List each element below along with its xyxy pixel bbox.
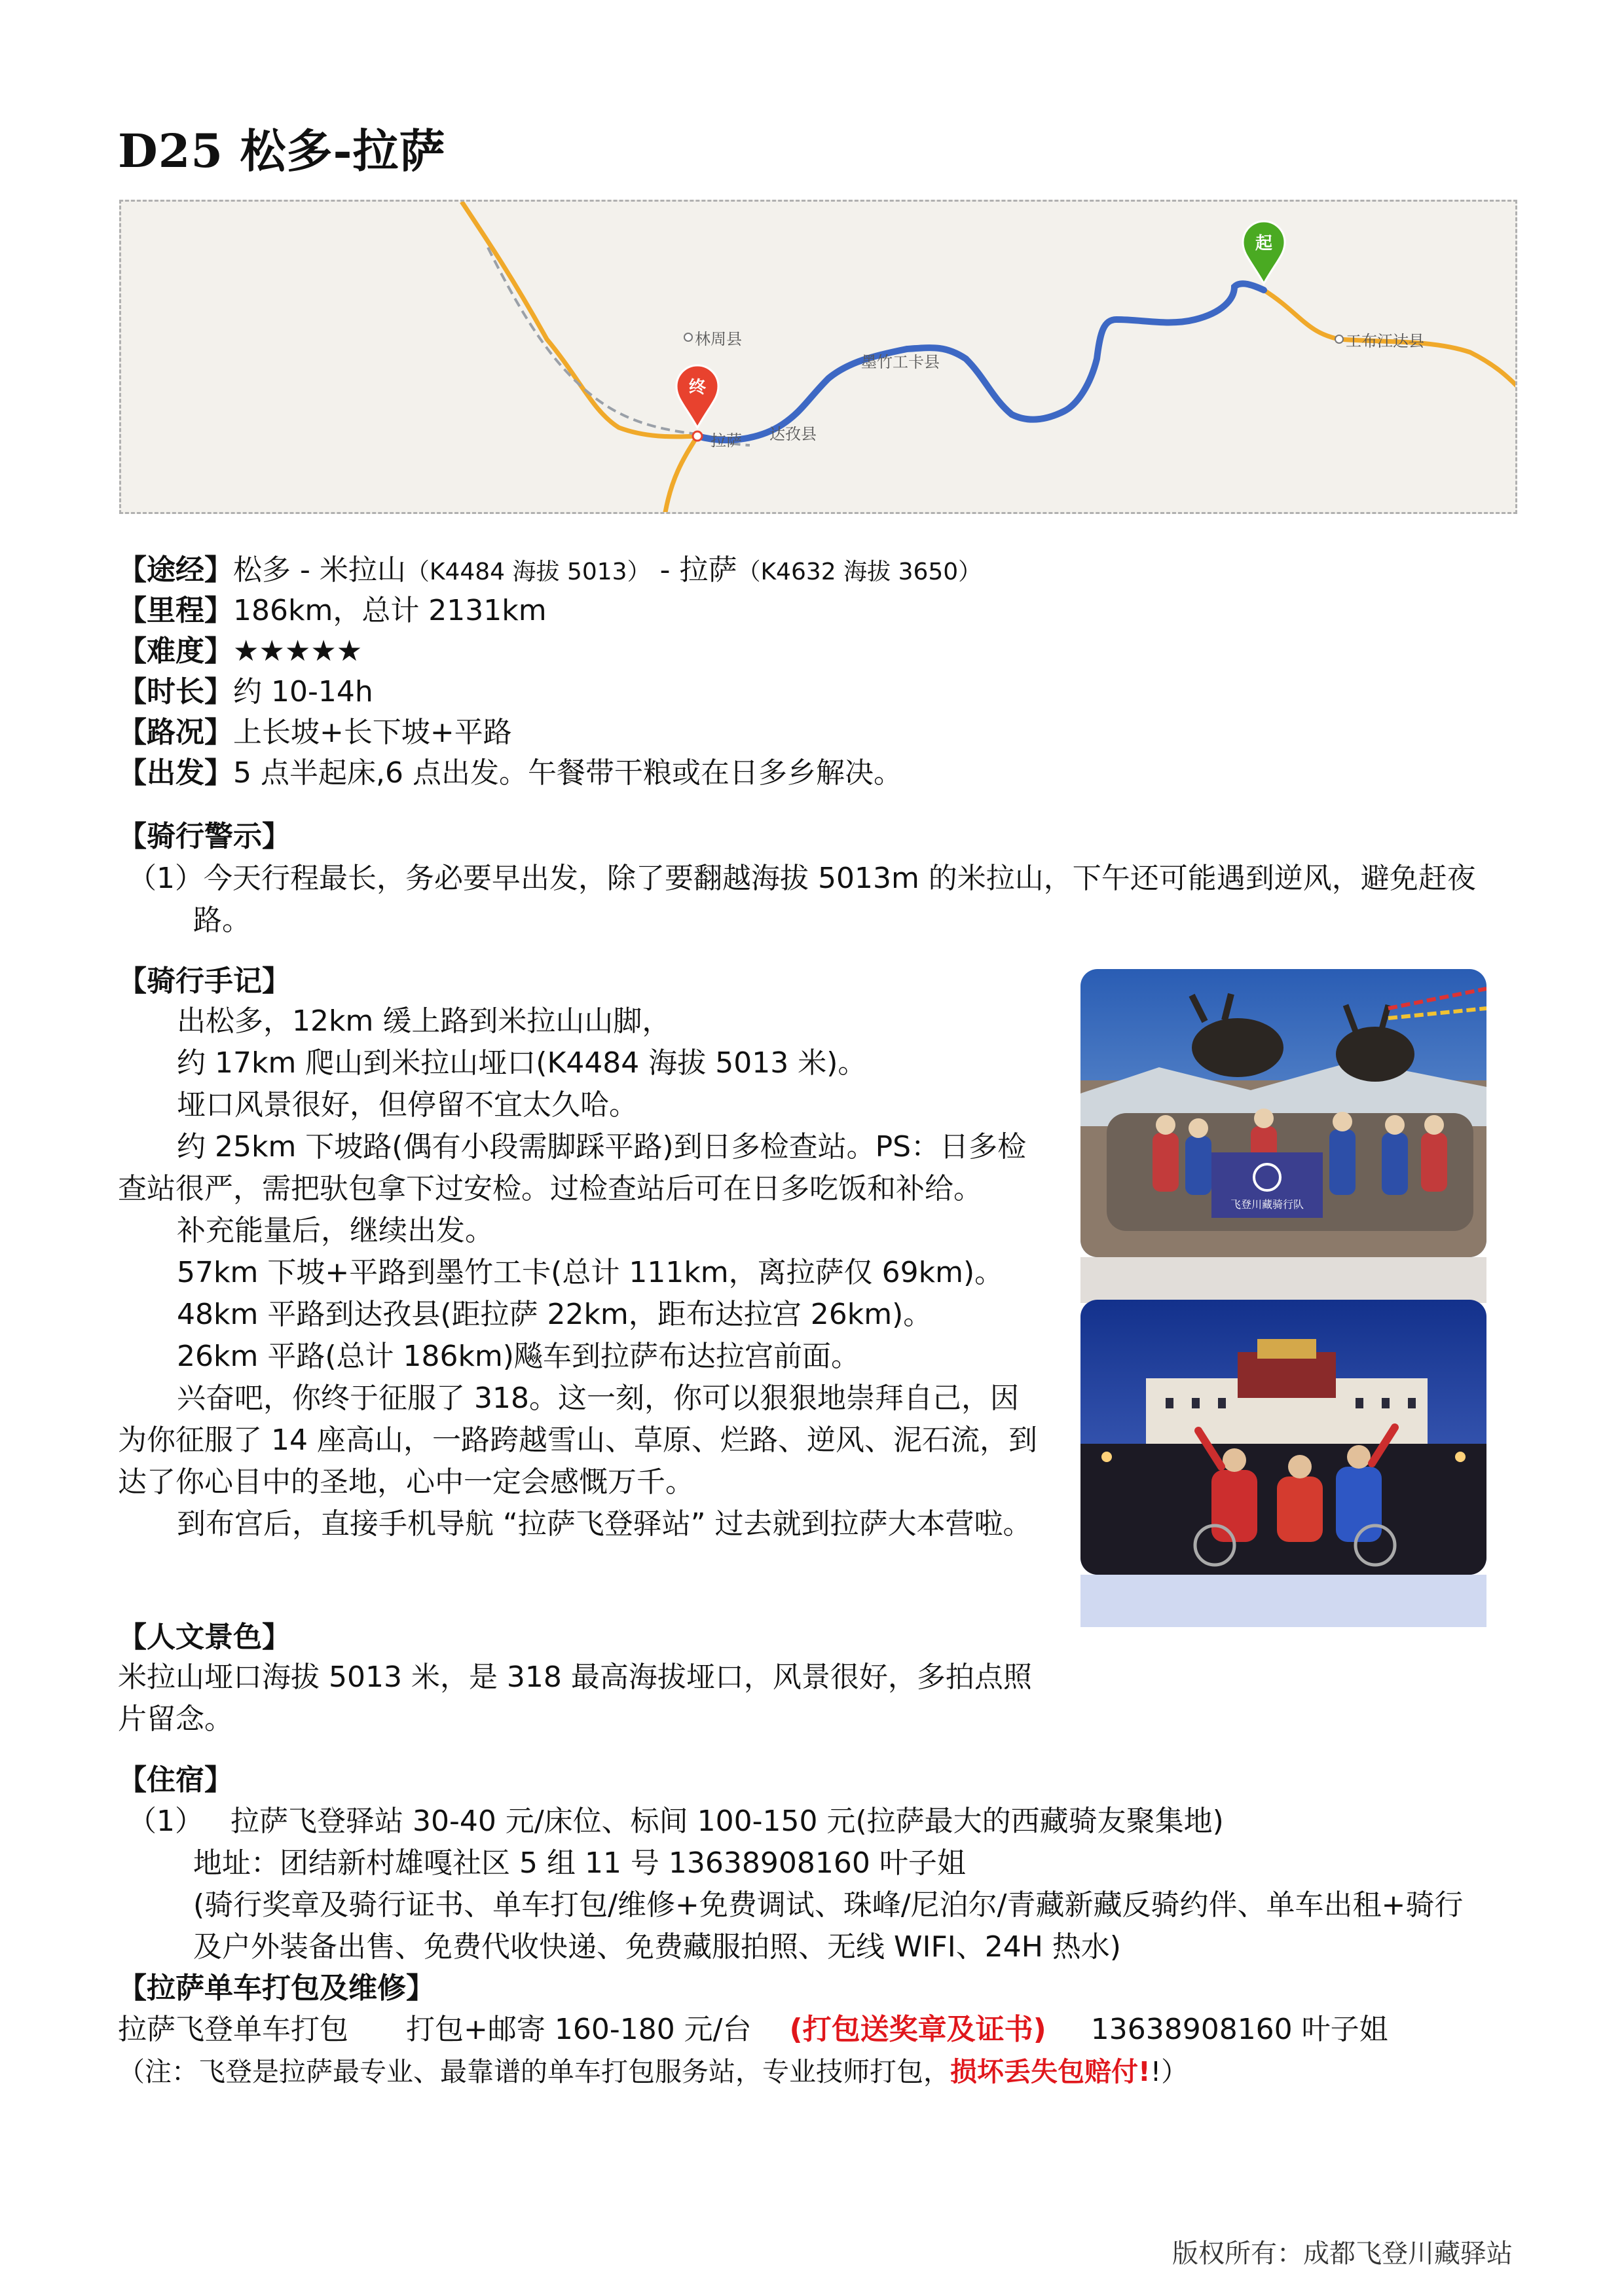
distance-value: 186km，总计 2131km — [233, 594, 547, 627]
warning-item-1-cont: 路。 — [193, 904, 251, 937]
notes-p7: 48km 平路到达孜县(距拉萨 22km，距布达拉宫 26km)。 — [177, 1298, 932, 1331]
info-depart — [118, 753, 902, 794]
notes-p4b: 查站很严，需把驮包拿下过安检。过检查站后可在日多吃饭和补给。 — [118, 1172, 982, 1205]
notes-p5: 补充能量后，继续出发。 — [177, 1214, 494, 1247]
route-a: 松多 - 米拉山 — [233, 553, 406, 587]
notes-p1: 出松多，12km 缓上路到米拉山山脚， — [177, 1004, 671, 1038]
culture-line-2: 片留念。 — [118, 1702, 233, 1736]
lodging-line-1: 拉萨飞登驿站 30-40 元/床位、标间 100-150 元(拉萨最大的西藏骑友聚集地) — [231, 1805, 1224, 1838]
notes-p9b: 为你征服了 14 座高山，一路跨越雪山、草原、烂路、逆风、泥石流，到 — [118, 1423, 1037, 1457]
notes-p6: 57km 下坡+平路到墨竹工卡(总计 111km，离拉萨仅 69km)。 — [177, 1256, 1004, 1289]
notes-p4a: 约 25km 下坡路(偶有小段需脚踩平路)到日多检查站。PS：日多检 — [177, 1130, 1027, 1164]
lodging-line-4: 及户外装备出售、免费代收快递、免费藏服拍照、无线 WIFI、24H 热水) — [193, 1930, 1121, 1964]
bike-service-name: 拉萨飞登单车打包 — [118, 2013, 348, 2046]
difficulty-stars: ★★★★★ — [233, 634, 363, 668]
culture-heading: 【人文景色】 — [118, 1621, 291, 1654]
bike-service-contact: 13638908160 叶子姐 — [1090, 2013, 1388, 2046]
route-map-graphic — [121, 202, 1517, 514]
notes-p2: 约 17km 爬山到米拉山垭口(K4484 海拔 5013 米)。 — [177, 1046, 867, 1080]
route-c: - 拉萨 — [650, 553, 737, 587]
map-label-dazi: 达孜县 — [769, 425, 817, 443]
difficulty-key: 【难度】 — [118, 634, 233, 668]
bike-note-b: 损坏丢失包赔付! — [950, 2056, 1151, 2087]
page-title: D25 松多-拉萨 — [118, 124, 446, 178]
duration-key: 【时长】 — [118, 675, 233, 708]
photo-reflection-2 — [1080, 1575, 1486, 1627]
warning-heading: 【骑行警示】 — [118, 820, 291, 853]
notes-p8: 26km 平路(总计 186km)飚车到拉萨布达拉宫前面。 — [177, 1340, 860, 1373]
distance-key: 【里程】 — [118, 594, 233, 627]
route-b: （K4484 海拔 5013） — [405, 559, 651, 585]
start-pin-label: 起 — [1255, 234, 1273, 253]
bike-note — [118, 2051, 1188, 2093]
map-label-mozhugongka: 墨竹工卡县 — [861, 353, 940, 371]
map-label-linzhou: 林周县 — [695, 330, 742, 348]
warning-item-1: （1）今天行程最长，务必要早出发，除了要翻越海拔 5013m 的米拉山，下午还可能遇到逆风，避免赶夜 — [128, 862, 1476, 895]
town-dot-gongbujiangda — [1335, 335, 1343, 343]
photo-reflection-1 — [1080, 1257, 1486, 1303]
bike-note-a: （注：飞登是拉萨最专业、最靠谱的单车打包服务站，专业技师打包， — [118, 2056, 950, 2087]
depart-value: 5 点半起床,6 点出发。午餐带干粮或在日多乡解决。 — [233, 756, 902, 790]
route-map — [119, 200, 1517, 514]
map-label-gongbujiangda: 工布江达县 — [1346, 332, 1424, 350]
bike-service-price: 打包+邮寄 160-180 元/台 — [406, 2013, 752, 2046]
depart-key: 【出发】 — [118, 756, 233, 790]
bike-note-c: !） — [1150, 2056, 1189, 2087]
info-difficulty — [118, 631, 362, 672]
notes-p9c: 达了你心目中的圣地，心中一定会感慨万千。 — [118, 1465, 694, 1499]
lodging-line-3: (骑行奖章及骑行证书、单车打包/维修+免费调试、珠峰/尼泊尔/青藏新藏反骑约伴、单车出租+骑行 — [193, 1888, 1464, 1922]
info-road — [118, 712, 512, 753]
notes-p9a: 兴奋吧，你终于征服了 318。这一刻，你可以狠狠地崇拜自己，因 — [177, 1382, 1019, 1415]
notes-p10: 到布宫后，直接手机导航 “拉萨飞登驿站” 过去就到拉萨大本营啦。 — [177, 1507, 1032, 1541]
lodging-number: （1） — [128, 1805, 204, 1838]
town-dot-linzhou — [684, 333, 692, 341]
notes-heading: 【骑行手记】 — [118, 964, 291, 998]
info-route — [118, 550, 982, 593]
road-key: 【路况】 — [118, 716, 233, 749]
road-value: 上长坡+长下坡+平路 — [233, 716, 512, 749]
town-dot-lasa — [693, 431, 702, 441]
notes-p3: 垭口风景很好，但停留不宜太久哈。 — [177, 1088, 638, 1122]
bike-service-line — [118, 2009, 1388, 2051]
footer-copyright: 版权所有：成都飞登川藏驿站 — [1172, 2239, 1513, 2269]
route-key: 【途经】 — [118, 553, 233, 587]
bike-heading: 【拉萨单车打包及维修】 — [118, 1971, 435, 2005]
photo-banner-text: 飞登川藏骑行队 — [1230, 1198, 1304, 1211]
duration-value: 约 10-14h — [233, 675, 373, 708]
bike-service-promo: (打包送奖章及证书) — [789, 2013, 1046, 2046]
route-d: （K4632 海拔 3650） — [737, 559, 982, 585]
info-distance — [118, 591, 547, 631]
end-pin-label: 终 — [688, 378, 707, 397]
map-label-lasa: 拉萨 — [710, 431, 742, 450]
lodging-heading: 【住宿】 — [118, 1763, 233, 1797]
photo-potala-night — [1080, 1300, 1486, 1575]
info-duration — [118, 672, 373, 712]
lodging-line-2: 地址：团结新村雄嘎社区 5 组 11 号 13638908160 叶子姐 — [193, 1846, 966, 1880]
photo-pass-group — [1080, 969, 1486, 1257]
culture-line-1: 米拉山垭口海拔 5013 米，是 318 最高海拔垭口，风景很好，多拍点照 — [118, 1660, 1032, 1694]
